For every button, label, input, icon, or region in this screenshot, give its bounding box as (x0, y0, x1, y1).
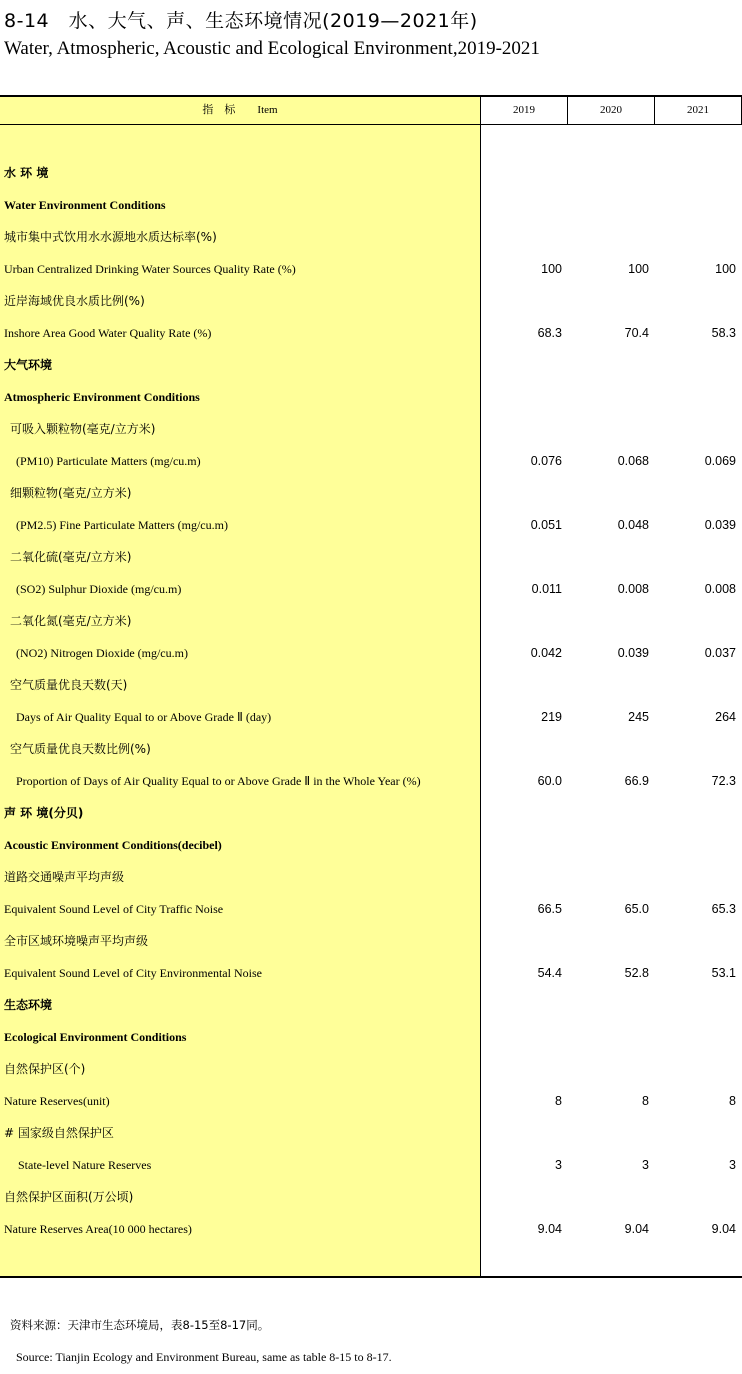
table-row (0, 1117, 742, 1149)
value-cell-2020: 52.8 (624, 966, 649, 980)
row-label: 近岸海域优良水质比例(%) (4, 294, 145, 308)
value-cell-2021: 0.037 (704, 646, 736, 660)
row-label: 二氧化硫(毫克/立方米) (10, 550, 132, 564)
row-label: 二氧化氮(毫克/立方米) (10, 614, 132, 628)
value-cell-2020: 8 (642, 1094, 649, 1108)
value-cell-2021: 100 (715, 262, 736, 276)
value-cell-2020: 66.9 (624, 774, 649, 788)
table-row (0, 989, 742, 1021)
value-cell-2021: 0.069 (704, 454, 736, 468)
value-cell-2021: 72.3 (711, 774, 736, 788)
header-year-2021: 2021 (687, 104, 709, 116)
row-label: 道路交通噪声平均声级 (4, 870, 125, 884)
table-row (0, 189, 742, 221)
row-label: 空气质量优良天数(天) (10, 678, 128, 692)
value-cell-2019: 66.5 (537, 902, 562, 916)
row-label: Atmospheric Environment Conditions (4, 390, 200, 404)
value-cell-2019: 0.051 (530, 518, 562, 532)
table-row (0, 509, 742, 541)
table-row (0, 1053, 742, 1085)
value-cell-2019: 8 (555, 1094, 562, 1108)
value-cell-2019: 0.042 (530, 646, 562, 660)
table-title-chinese: 8-14 水、大气、声、生态环境情况(2019—2021年) (4, 10, 478, 32)
value-cell-2021: 3 (729, 1158, 736, 1172)
row-label: (PM2.5) Fine Particulate Matters (mg/cu.m) (16, 518, 228, 532)
value-cell-2019: 219 (541, 710, 562, 724)
row-label: (PM10) Particulate Matters (mg/cu.m) (16, 454, 201, 468)
value-cell-2020: 9.04 (624, 1222, 649, 1236)
table-row (0, 701, 742, 733)
table-row (0, 573, 742, 605)
value-cell-2019: 100 (541, 262, 562, 276)
value-cell-2019: 9.04 (537, 1222, 562, 1236)
value-cell-2021: 8 (729, 1094, 736, 1108)
row-label: Inshore Area Good Water Quality Rate (%) (4, 326, 212, 340)
row-label: Water Environment Conditions (4, 198, 166, 212)
table-row (0, 413, 742, 445)
value-cell-2021: 58.3 (711, 326, 736, 340)
value-cell-2021: 65.3 (711, 902, 736, 916)
row-label: Days of Air Quality Equal to or Above Grade Ⅱ (day) (16, 710, 272, 724)
header-rule (0, 124, 742, 125)
value-cell-2020: 3 (642, 1158, 649, 1172)
table-row (0, 829, 742, 861)
row-label: 城市集中式饮用水水源地水质达标率(%) (4, 230, 217, 244)
table-row (0, 477, 742, 509)
source-note-english: Source: Tianjin Ecology and Environment Bureau, same as table 8-15 to 8-17. (16, 1350, 392, 1364)
value-cell-2020: 0.039 (617, 646, 649, 660)
row-label: 细颗粒物(毫克/立方米) (10, 486, 132, 500)
table-row (0, 285, 742, 317)
value-cell-2020: 0.008 (617, 582, 649, 596)
table-row (0, 541, 742, 573)
row-label: Nature Reserves(unit) (4, 1094, 110, 1108)
value-cell-2020: 70.4 (624, 326, 649, 340)
value-cell-2021: 9.04 (711, 1222, 736, 1236)
source-note-chinese: 资料来源：天津市生态环境局，表8-15至8-17同。 (10, 1318, 270, 1332)
table-row (0, 221, 742, 253)
row-label: # 国家级自然保护区 (4, 1126, 114, 1140)
value-cell-2019: 68.3 (537, 326, 562, 340)
value-cell-2021: 0.039 (704, 518, 736, 532)
table-row (0, 733, 742, 765)
table-row (0, 797, 742, 829)
row-label: 自然保护区面积(万公顷) (4, 1190, 134, 1204)
table-row (0, 861, 742, 893)
table-row (0, 925, 742, 957)
table-row (0, 445, 742, 477)
table-row (0, 381, 742, 413)
row-label: Equivalent Sound Level of City Traffic Noise (4, 902, 224, 916)
row-label: 空气质量优良天数比例(%) (10, 742, 151, 756)
value-cell-2021: 0.008 (704, 582, 736, 596)
table-row (0, 1021, 742, 1053)
row-label: Urban Centralized Drinking Water Sources Quality Rate (%) (4, 262, 296, 276)
row-label: Equivalent Sound Level of City Environmental Noise (4, 966, 262, 980)
row-label: 水 环 境 (4, 166, 49, 180)
header-year-2020: 2020 (600, 104, 622, 116)
value-cell-2019: 0.011 (531, 582, 562, 596)
row-label: Acoustic Environment Conditions(decibel) (4, 838, 222, 852)
table-row (0, 1181, 742, 1213)
table-row (0, 317, 742, 349)
row-label: Proportion of Days of Air Quality Equal to or Above Grade Ⅱ in the Whole Year (%) (16, 774, 421, 788)
value-cell-2019: 60.0 (537, 774, 562, 788)
value-cell-2021: 264 (715, 710, 736, 724)
value-cell-2019: 3 (555, 1158, 562, 1172)
table-row (0, 349, 742, 381)
table-row (0, 957, 742, 989)
row-label: State-level Nature Reserves (18, 1158, 152, 1172)
row-label: (NO2) Nitrogen Dioxide (mg/cu.m) (16, 646, 188, 660)
row-label: 大气环境 (4, 358, 53, 372)
value-cell-2020: 0.048 (617, 518, 649, 532)
value-cell-2020: 245 (628, 710, 649, 724)
row-label: 生态环境 (4, 998, 53, 1012)
row-label: 可吸入颗粒物(毫克/立方米) (10, 422, 156, 436)
value-cell-2020: 100 (628, 262, 649, 276)
value-cell-2019: 54.4 (537, 966, 562, 980)
table-row (0, 1085, 742, 1117)
table-row (0, 253, 742, 285)
row-label: 声 环 境(分贝) (4, 806, 84, 820)
value-cell-2020: 65.0 (624, 902, 649, 916)
table-row (0, 637, 742, 669)
value-cell-2019: 0.076 (530, 454, 562, 468)
header-item: 指 标 Item (202, 104, 278, 116)
table-row (0, 893, 742, 925)
table-row (0, 157, 742, 189)
bottom-rule (0, 1276, 742, 1278)
table-row (0, 669, 742, 701)
row-label: Ecological Environment Conditions (4, 1030, 187, 1044)
table-row (0, 1213, 742, 1245)
value-cell-2021: 53.1 (711, 966, 736, 980)
table-row (0, 1149, 742, 1181)
table-row (0, 605, 742, 637)
value-cell-2020: 0.068 (617, 454, 649, 468)
table-row (0, 765, 742, 797)
row-label: (SO2) Sulphur Dioxide (mg/cu.m) (16, 582, 182, 596)
row-label: 自然保护区(个) (4, 1062, 86, 1076)
row-label: Nature Reserves Area(10 000 hectares) (4, 1222, 192, 1236)
header-year-2019: 2019 (513, 104, 535, 116)
row-label: 全市区域环境噪声平均声级 (4, 934, 149, 948)
table-title-english: Water, Atmospheric, Acoustic and Ecological Environment,2019-2021 (4, 38, 540, 59)
